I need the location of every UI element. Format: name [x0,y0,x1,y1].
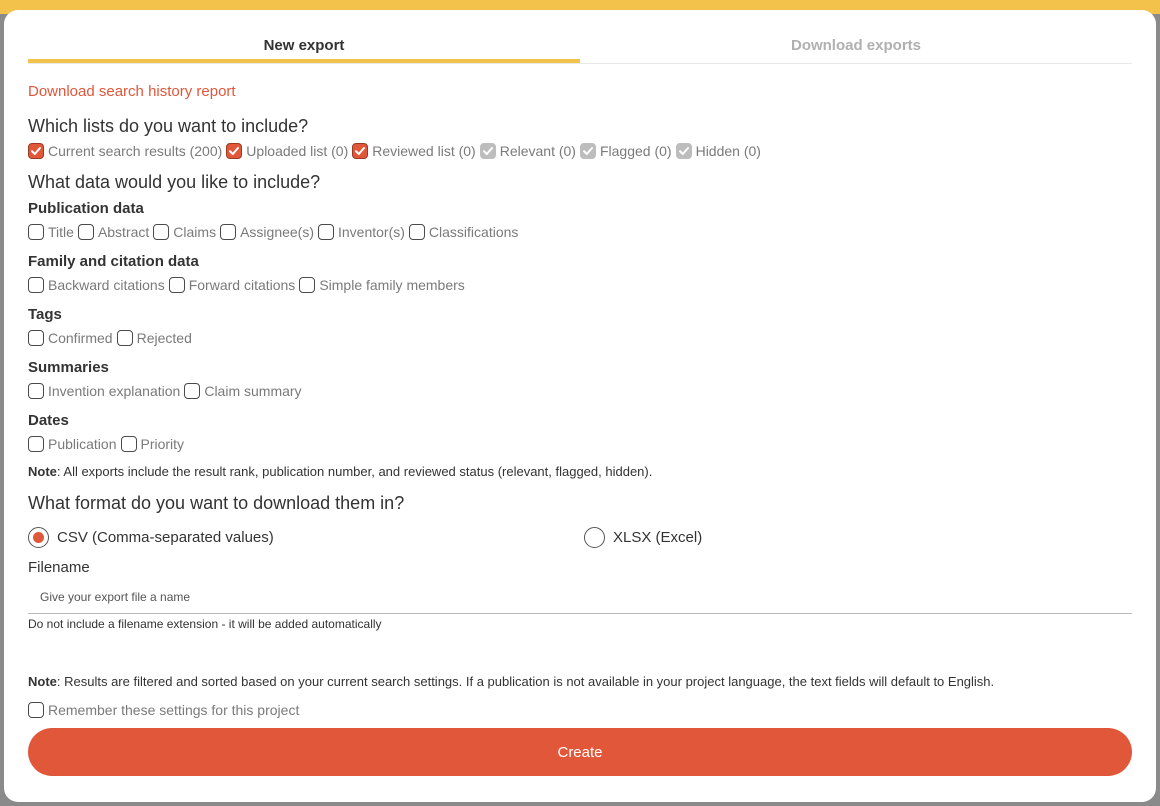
claim-summary-checkbox[interactable] [184,383,301,399]
group-options [28,380,1132,402]
checkbox-box [28,383,44,399]
title-label: Title [48,224,74,240]
format-options [28,524,1132,550]
forward-citations-checkbox[interactable] [169,277,296,293]
hidden-0-checkbox[interactable] [676,143,761,159]
format-heading: What format do you want to download them in? [28,493,405,513]
note-text: : All exports include the result rank, publication number, and reviewed status (relevant, flagged, hidden). [56,464,653,479]
rejected-label: Rejected [136,330,192,346]
group-tags [28,305,1132,349]
claim-summary-label: Claim summary [204,383,302,399]
publication-label: Publication [48,436,117,452]
remember-settings-label: Remember these settings for this project [48,702,300,718]
checkbox-box [28,330,44,346]
checkbox-box [28,277,44,293]
create-button[interactable]: Create [28,728,1132,776]
filename-input[interactable] [28,580,1132,614]
reviewed-list-0-checkbox[interactable] [352,143,475,159]
group-options [28,327,1132,349]
checkmark-icon [28,143,44,159]
checkbox-box [28,224,44,240]
format-xlsx-label: XLSX (Excel) [613,528,703,546]
tab-new-export[interactable]: New export [28,32,580,63]
priority-checkbox[interactable] [121,436,185,452]
backward-citations-label: Backward citations [48,277,165,293]
filename-hint: Do not include a filename extension - it will be added automatically [28,617,382,631]
confirmed-label: Confirmed [48,330,113,346]
claims-checkbox[interactable] [153,224,216,240]
group-family-and-citation-data [28,252,1132,296]
note-label: Note [28,674,57,689]
filename-label: Filename [28,559,90,576]
abstract-checkbox[interactable] [78,224,149,240]
uploaded-list-0-checkbox[interactable] [226,143,348,159]
note-text: : Results are filtered and sorted based on your current search settings. If a publication is not available in your project language, the text fields will default to English. [56,674,995,689]
format-csv-radio[interactable] [28,527,584,548]
title-checkbox[interactable] [28,224,74,240]
group-options [28,221,1132,243]
checkbox-box [28,436,44,452]
group-title: Family and citation data [28,253,199,270]
checkmark-icon [226,143,242,159]
lists-row [28,140,1132,162]
checkmark-icon [676,143,692,159]
current-search-results-200-checkbox[interactable] [28,143,222,159]
inventor-s-checkbox[interactable] [318,224,405,240]
group-publication-data [28,199,1132,243]
group-options [28,274,1132,296]
export-form [28,82,1132,721]
invention-explanation-label: Invention explanation [48,383,181,399]
group-title: Publication data [28,200,144,217]
group-title: Dates [28,412,69,429]
backward-citations-checkbox[interactable] [28,277,165,293]
checkbox-box [28,702,44,718]
checkbox-box [299,277,315,293]
simple-family-members-checkbox[interactable] [299,277,464,293]
inventor-s-label: Inventor(s) [338,224,405,240]
format-csv-label: CSV (Comma-separated values) [57,528,274,546]
abstract-label: Abstract [97,224,150,240]
assignee-s-label: Assignee(s) [240,224,314,240]
note-label: Note [28,464,57,479]
hidden-0-label: Hidden (0) [695,143,761,159]
radio-dot [33,532,44,543]
checkbox-box [78,224,94,240]
checkbox-box [153,224,169,240]
checkmark-icon [352,143,368,159]
rejected-checkbox[interactable] [117,330,192,346]
export-modal [4,10,1156,802]
lists-heading: Which lists do you want to include? [28,116,309,136]
remember-settings-checkbox[interactable] [28,702,299,718]
radio-circle [28,527,49,548]
data-heading: What data would you like to include? [28,172,321,192]
assignee-s-checkbox[interactable] [220,224,314,240]
remember-row [28,699,1132,721]
download-history-link[interactable]: Download search history report [28,83,236,100]
note-export-fields [28,464,1132,479]
simple-family-members-label: Simple family members [319,277,465,293]
confirmed-checkbox[interactable] [28,330,113,346]
radio-circle [584,527,605,548]
checkbox-box [318,224,334,240]
publication-checkbox[interactable] [28,436,117,452]
group-title: Tags [28,306,62,323]
group-title: Summaries [28,359,109,376]
checkbox-box [121,436,137,452]
invention-explanation-checkbox[interactable] [28,383,180,399]
forward-citations-label: Forward citations [188,277,296,293]
classifications-label: Classifications [428,224,519,240]
checkmark-icon [480,143,496,159]
tab-bar [28,32,1132,64]
group-summaries [28,358,1132,402]
group-dates [28,411,1132,455]
reviewed-list-0-label: Reviewed list (0) [372,143,476,159]
current-search-results-200-label: Current search results (200) [48,143,223,159]
relevant-0-checkbox[interactable] [480,143,576,159]
note-filtering [28,674,1132,689]
checkbox-box [220,224,236,240]
tab-download-exports[interactable]: Download exports [790,37,921,54]
classifications-checkbox[interactable] [409,224,518,240]
group-options [28,433,1132,455]
checkmark-icon [580,143,596,159]
checkbox-box [184,383,200,399]
flagged-0-label: Flagged (0) [599,143,672,159]
claims-label: Claims [173,224,217,240]
checkbox-box [169,277,185,293]
format-xlsx-radio[interactable] [584,527,702,548]
flagged-0-checkbox[interactable] [580,143,672,159]
relevant-0-label: Relevant (0) [499,143,576,159]
checkbox-box [409,224,425,240]
priority-label: Priority [140,436,185,452]
uploaded-list-0-label: Uploaded list (0) [246,143,349,159]
data-groups [28,199,1132,455]
checkbox-box [117,330,133,346]
